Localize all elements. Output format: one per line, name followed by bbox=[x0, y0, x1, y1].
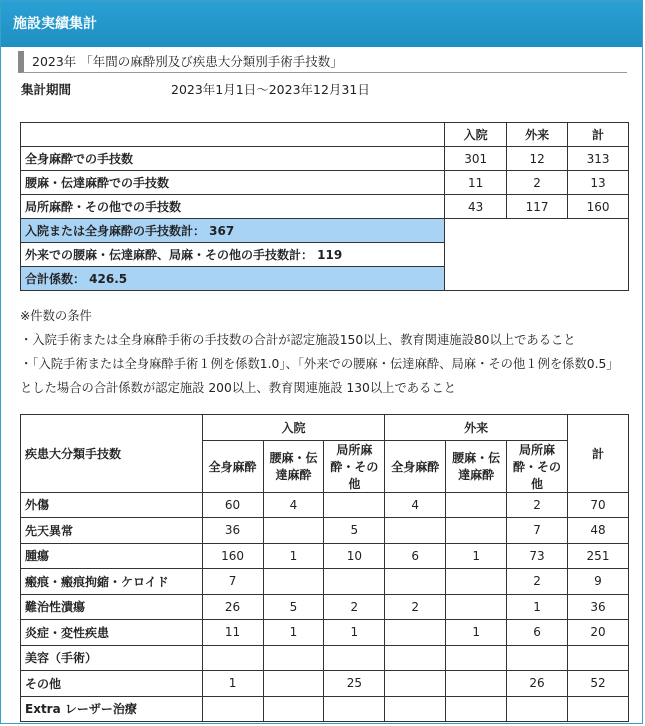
sub-header: 局所麻酔・その他 bbox=[324, 440, 385, 492]
table-row bbox=[21, 492, 629, 518]
cell: 7 bbox=[202, 569, 263, 595]
cell: 313 bbox=[568, 147, 629, 171]
table-row bbox=[21, 415, 629, 441]
cell bbox=[324, 492, 385, 518]
table-row bbox=[21, 171, 629, 195]
cell: 13 bbox=[568, 171, 629, 195]
cell: 20 bbox=[568, 620, 629, 646]
cell: 1 bbox=[263, 543, 324, 569]
row-label: 炎症・変性疾患 bbox=[21, 620, 203, 646]
row-label: 腫瘍 bbox=[21, 543, 203, 569]
cell bbox=[202, 645, 263, 671]
cell bbox=[446, 594, 507, 620]
empty-cell bbox=[445, 219, 629, 291]
cell: 11 bbox=[445, 171, 507, 195]
table-row bbox=[21, 696, 629, 722]
table-row bbox=[21, 195, 629, 219]
cell bbox=[568, 696, 629, 722]
cell: 5 bbox=[263, 594, 324, 620]
cell: 2 bbox=[507, 171, 568, 195]
cell bbox=[446, 518, 507, 544]
total-header: 計 bbox=[568, 415, 629, 493]
cell bbox=[263, 645, 324, 671]
row-label: 難治性潰瘍 bbox=[21, 594, 203, 620]
cell: 160 bbox=[202, 543, 263, 569]
row-label: その他 bbox=[21, 671, 203, 697]
cell bbox=[507, 696, 568, 722]
cell: 26 bbox=[202, 594, 263, 620]
cell: 4 bbox=[263, 492, 324, 518]
cell bbox=[385, 671, 446, 697]
cell bbox=[446, 645, 507, 671]
cell: 1 bbox=[263, 620, 324, 646]
row-label: 美容（手術） bbox=[21, 645, 203, 671]
cell bbox=[507, 645, 568, 671]
col-header: 計 bbox=[568, 123, 629, 147]
group-header-outpatient: 外来 bbox=[385, 415, 568, 441]
conditions-notes bbox=[20, 304, 625, 400]
cell: 43 bbox=[445, 195, 507, 219]
cell: 9 bbox=[568, 569, 629, 595]
cell: 25 bbox=[324, 671, 385, 697]
cell: 160 bbox=[568, 195, 629, 219]
col-header: 入院 bbox=[445, 123, 507, 147]
cell: 2 bbox=[385, 594, 446, 620]
cell: 2 bbox=[324, 594, 385, 620]
cell: 5 bbox=[324, 518, 385, 544]
cell: 60 bbox=[202, 492, 263, 518]
detail-table bbox=[20, 414, 629, 722]
cell bbox=[263, 671, 324, 697]
cell: 48 bbox=[568, 518, 629, 544]
cell: 2 bbox=[507, 569, 568, 595]
cell bbox=[446, 569, 507, 595]
period-label: 集計期間 bbox=[21, 82, 72, 97]
cell: 73 bbox=[507, 543, 568, 569]
cell: 1 bbox=[202, 671, 263, 697]
cell: 1 bbox=[507, 594, 568, 620]
cell bbox=[568, 645, 629, 671]
total-coefficient: 合計係数： 426.5 bbox=[21, 267, 445, 291]
cell bbox=[446, 696, 507, 722]
cell: 117 bbox=[507, 195, 568, 219]
cell bbox=[324, 645, 385, 671]
report-subtitle: 2023年 「年間の麻酔別及び疾患大分類別手術手技数」 bbox=[18, 51, 627, 73]
row-label: 腰麻・伝達麻酔での手技数 bbox=[21, 171, 445, 195]
cell: 301 bbox=[445, 147, 507, 171]
table-row bbox=[21, 569, 629, 595]
period-value: 2023年1月1日〜2023年12月31日 bbox=[171, 82, 370, 97]
cell bbox=[446, 492, 507, 518]
panel-title: 施設実績集計 bbox=[1, 1, 642, 47]
row-label: 外傷 bbox=[21, 492, 203, 518]
cell: 70 bbox=[568, 492, 629, 518]
cell: 251 bbox=[568, 543, 629, 569]
cell: 10 bbox=[324, 543, 385, 569]
cell: 52 bbox=[568, 671, 629, 697]
table-row bbox=[21, 543, 629, 569]
table-row bbox=[21, 594, 629, 620]
cell: 36 bbox=[202, 518, 263, 544]
cell bbox=[385, 518, 446, 544]
table-row bbox=[21, 123, 629, 147]
table-row bbox=[21, 518, 629, 544]
cell bbox=[446, 671, 507, 697]
table-row bbox=[21, 620, 629, 646]
cell: 7 bbox=[507, 518, 568, 544]
note-line: ※件数の条件 bbox=[20, 309, 92, 323]
col-header: 外来 bbox=[507, 123, 568, 147]
cell bbox=[263, 696, 324, 722]
row-label: Extra レーザー治療 bbox=[21, 696, 203, 722]
cell: 1 bbox=[324, 620, 385, 646]
sub-header: 腰麻・伝達麻酔 bbox=[446, 440, 507, 492]
cell: 12 bbox=[507, 147, 568, 171]
cell bbox=[324, 569, 385, 595]
cell bbox=[263, 518, 324, 544]
table-row bbox=[21, 645, 629, 671]
inpatient-total: 入院または全身麻酔の手技数計： 367 bbox=[21, 219, 445, 243]
group-header-inpatient: 入院 bbox=[202, 415, 385, 441]
cell: 1 bbox=[446, 620, 507, 646]
cell: 26 bbox=[507, 671, 568, 697]
corner-header: 疾患大分類手技数 bbox=[21, 415, 203, 493]
table-row bbox=[21, 147, 629, 171]
cell bbox=[385, 696, 446, 722]
row-label: 局所麻酔・その他での手技数 bbox=[21, 195, 445, 219]
row-label: 瘢痕・瘢痕拘縮・ケロイド bbox=[21, 569, 203, 595]
period-row bbox=[21, 80, 370, 98]
note-line: ・「入院手術または全身麻酔手術１例を係数1.0」、「外来での腰麻・伝達麻酔、局麻・その他１例を係数0.5」とした場合の合計係数が認定施設 200以上、教育関連施設 130以上であること bbox=[20, 357, 619, 395]
cell bbox=[202, 696, 263, 722]
cell bbox=[385, 569, 446, 595]
row-label: 全身麻酔での手技数 bbox=[21, 147, 445, 171]
cell bbox=[385, 620, 446, 646]
cell: 6 bbox=[385, 543, 446, 569]
sub-header: 腰麻・伝達麻酔 bbox=[263, 440, 324, 492]
cell: 11 bbox=[202, 620, 263, 646]
sub-header: 局所麻酔・その他 bbox=[507, 440, 568, 492]
row-label: 先天異常 bbox=[21, 518, 203, 544]
cell: 2 bbox=[507, 492, 568, 518]
corner-cell bbox=[21, 123, 445, 147]
sub-header: 全身麻酔 bbox=[202, 440, 263, 492]
table-row bbox=[21, 671, 629, 697]
cell bbox=[263, 569, 324, 595]
cell bbox=[385, 645, 446, 671]
sub-header: 全身麻酔 bbox=[385, 440, 446, 492]
cell: 6 bbox=[507, 620, 568, 646]
summary-table bbox=[20, 122, 629, 291]
cell: 4 bbox=[385, 492, 446, 518]
cell bbox=[324, 696, 385, 722]
cell: 1 bbox=[446, 543, 507, 569]
note-line: ・入院手術または全身麻酔手術の手技数の合計が認定施設150以上、教育関連施設80以上であること bbox=[20, 333, 576, 347]
table-row bbox=[21, 219, 629, 243]
cell: 36 bbox=[568, 594, 629, 620]
outpatient-total: 外来での腰麻・伝達麻酔、局麻・その他の手技数計： 119 bbox=[21, 243, 445, 267]
